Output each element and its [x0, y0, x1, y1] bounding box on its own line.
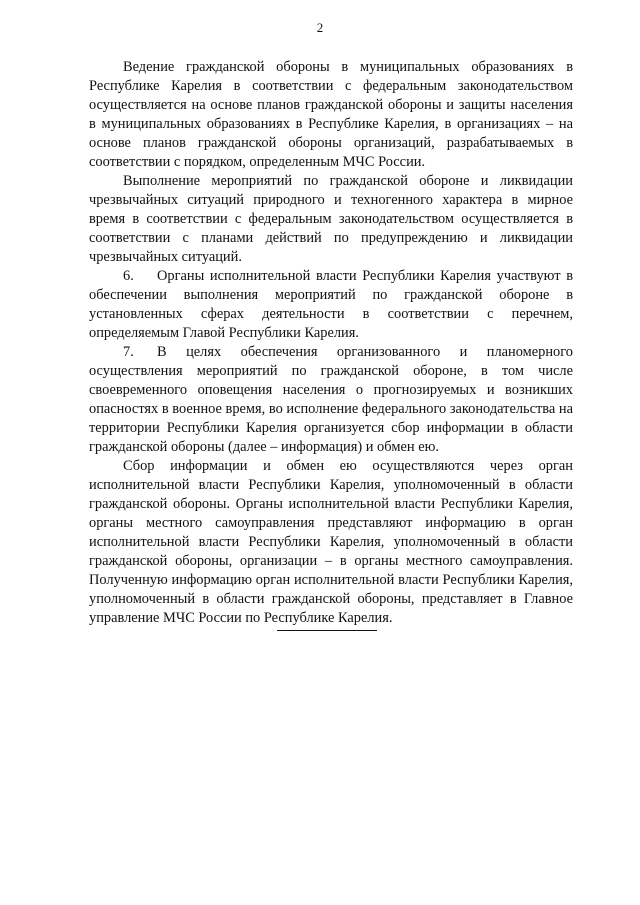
paragraph-text: Сбор информации и обмен ею осуществляются через орган исполнительной власти Республики Карелия, уполномоченный в области гражданской обороны. Органы исполнительной власти Республики Карелия, органы местного самоуправления представляют информацию в орган исполнительной власти Республики Карелия, уполномоченный в области гражданской обороны, организации – в органы местного самоуправления. Полученную информацию орган исполнительной власти Республики Карелия, уполномоченный в области гражданской обороны, представляет в Главное управление МЧС России по Республике Карелия. [89, 458, 573, 626]
paragraph-text: Выполнение мероприятий по гражданской обороне и ликвидации чрезвычайных ситуаций природного и техногенного характера в мирное время в соответствии с федеральным законодательством осуществляется в соответствии с планами действий по предупреждению и ликвидации чрезвычайных ситуаций. [89, 173, 573, 265]
paragraph-emergency-measures [89, 172, 573, 267]
item-number: 7. [123, 344, 134, 360]
paragraph-item-7 [89, 343, 573, 457]
paragraph-item-6 [89, 267, 573, 343]
paragraph-text: В целях обеспечения организованного и планомерного осуществления мероприятий по гражданской обороне, в том числе своевременного оповещения населения о прогнозируемых и возникших опасностях в военное время, во исполнение федерального законодательства на территории Республики Карелия организуется сбор информации в области гражданской обороны (далее – информация) и обмен ею. [89, 344, 573, 455]
paragraph-text: Органы исполнительной власти Республики Карелия участвуют в обеспечении выполнения мероприятий по гражданской обороне в установленных сферах деятельности в соответствии с перечнем, определяемым Главой Республики Карелия. [89, 268, 573, 341]
paragraph-text: Ведение гражданской обороны в муниципальных образованиях в Республике Карелия в соответствии с федеральным законодательством осуществляется на основе планов гражданской обороны и защиты населения в муниципальных образованиях в Республике Карелия, в организациях – на основе планов гражданской обороны организаций, разрабатываемых в соответствии с порядком, определенным МЧС России. [89, 59, 573, 170]
item-number: 6. [123, 268, 134, 284]
document-body [89, 58, 573, 628]
paragraph-civil-defense-planning [89, 58, 573, 172]
end-of-document-rule [277, 630, 377, 631]
page-number: 2 [316, 20, 324, 35]
paragraph-information-exchange [89, 457, 573, 628]
